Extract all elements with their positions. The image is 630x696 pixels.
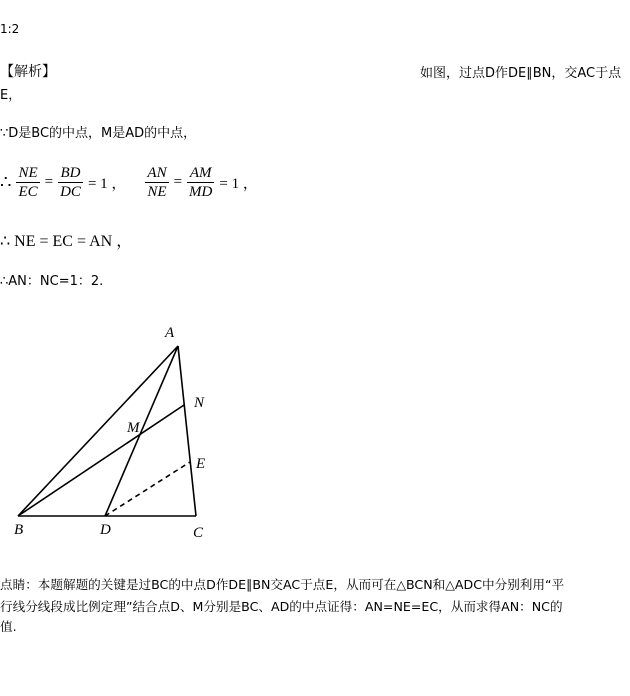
segment-ab — [18, 346, 178, 516]
ratio-conclusion: ∴AN：NC=1：2. — [0, 274, 104, 289]
equality-chain: ∴ NE = EC = AN ， — [0, 233, 133, 250]
comment-line-3: 值. — [0, 619, 17, 634]
label-e: E — [196, 456, 206, 472]
fraction-an-ne: $\frac{AN}{NE}$ — [147, 165, 167, 200]
comment-line-1: 点睛：本题解题的关键是过BC的中点D作DE∥BN交AC于点E，从而可在△BCN和△ADC中分别利用“平 — [0, 577, 565, 592]
comment-line-2: 行线分线段成比例定理”结合点D、M分别是BC、AD的中点证得：AN=NE=EC，从而求得AN：NC的 — [0, 599, 563, 614]
ratio-equations: ∴ $\frac{NE}{EC}$ = $\frac{BD}{DC}$ = 1 ， $\frac{AN}{NE}$ = $\frac{AM}{MD}$ = 1 ， — [0, 165, 258, 200]
label-b: B — [14, 522, 24, 538]
therefore-symbol: ∴ — [0, 172, 12, 192]
analysis-label: 【解析】 — [0, 64, 56, 80]
label-d: D — [100, 522, 111, 538]
label-a: A — [165, 325, 175, 341]
segment-ad — [105, 346, 178, 516]
label-n: N — [194, 395, 205, 411]
fraction-ne-ec: $\frac{NE}{EC}$ — [18, 165, 38, 200]
segment-bn — [18, 405, 184, 516]
intro-wrap-text: E， — [0, 88, 22, 103]
label-c: C — [193, 525, 204, 541]
fraction-bd-dc: $\frac{BD}{DC}$ — [60, 165, 81, 200]
answer-text: 1:2 — [0, 22, 20, 36]
triangle-figure — [0, 315, 240, 545]
fraction-am-md: $\frac{AM}{MD}$ — [189, 165, 213, 200]
label-m: M — [127, 420, 140, 436]
intro-text: 如图，过点D作DE∥BN，交AC于点 — [420, 66, 622, 81]
segment-de-dashed — [105, 462, 190, 516]
midpoint-statement: ∵D是BC的中点，M是AD的中点， — [0, 126, 197, 141]
segment-ac — [178, 346, 196, 516]
